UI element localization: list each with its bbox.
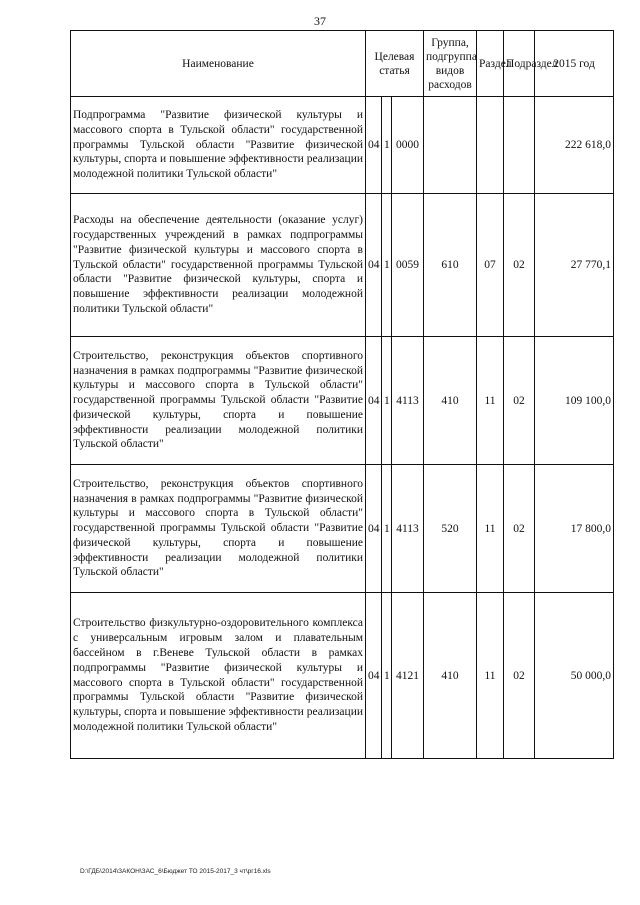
row-section: 07	[477, 194, 504, 337]
row-section	[477, 97, 504, 194]
header-expense-group: Группа, подгруппа видов расходов	[424, 31, 477, 97]
row-expense-group: 520	[424, 465, 477, 593]
row-expense-group: 410	[424, 337, 477, 465]
row-cs-program: 04	[366, 337, 382, 465]
row-subsection: 02	[504, 337, 535, 465]
row-cs-direction: 4113	[392, 465, 424, 593]
header-section: Раздел	[477, 31, 504, 97]
table-row	[71, 465, 614, 593]
row-expense-group	[424, 97, 477, 194]
table-row	[71, 97, 614, 194]
page-number: 37	[314, 14, 326, 28]
row-expense-group: 610	[424, 194, 477, 337]
row-amount: 50 000,0	[535, 593, 614, 759]
row-name: Строительство, реконструкция объектов спортивного назначения в рамках подпрограммы "Развитие физической культуры и массового спорта в Тульской области" государственной программы Тульской области "Развитие физической культуры, спорта и повышение эффективности реализации молодежной политики Тульской области"	[71, 337, 366, 465]
row-amount: 109 100,0	[535, 337, 614, 465]
footer-file-path: D:\ГДБ\2014\ЗАКОН\ЗАС_6\Бюджет ТО 2015-2017_3 чт\рг16.xls	[80, 868, 271, 875]
row-name: Подпрограмма "Развитие физической культуры и массового спорта в Тульской области" государственной программы Тульской области "Развитие физической культуры, спорта и повышение эффективности реализации молодежной политики Тульской области"	[71, 97, 366, 194]
row-cs-subprogram: 1	[382, 465, 392, 593]
row-amount: 27 770,1	[535, 194, 614, 337]
header-subsection: Подраздел	[504, 31, 535, 97]
row-name: Расходы на обеспечение деятельности (оказание услуг) государственных учреждений в рамках подпрограммы "Развитие физической культуры и массового спорта в Тульской области" государственной программы Тульской области "Развитие физической культуры, спорта и повышение эффективности реализации молодежной политики Тульской области"	[71, 194, 366, 337]
row-amount: 17 800,0	[535, 465, 614, 593]
table-row	[71, 593, 614, 759]
budget-table	[70, 30, 614, 759]
row-cs-program: 04	[366, 593, 382, 759]
row-expense-group: 410	[424, 593, 477, 759]
row-cs-direction: 0000	[392, 97, 424, 194]
row-amount: 222 618,0	[535, 97, 614, 194]
row-cs-subprogram: 1	[382, 97, 392, 194]
header-name: Наименование	[71, 31, 366, 97]
row-name: Строительство физкультурно-оздоровительного комплекса с универсальным игровым залом и плавательным бассейном в г.Веневе Тульской области в рамках подпрограммы "Развитие физической культуры и массового спорта в Тульской области" государственной программы Тульской области "Развитие физической культуры, спорта и повышение эффективности реализации молодежной политики Тульской области"	[71, 593, 366, 759]
row-cs-subprogram: 1	[382, 593, 392, 759]
row-cs-subprogram: 1	[382, 337, 392, 465]
row-cs-direction: 4113	[392, 337, 424, 465]
row-cs-program: 04	[366, 465, 382, 593]
row-cs-subprogram: 1	[382, 194, 392, 337]
header-year: 2015 год	[535, 31, 614, 97]
row-subsection: 02	[504, 593, 535, 759]
table-row	[71, 194, 614, 337]
row-cs-program: 04	[366, 194, 382, 337]
header-target-article: Целевая статья	[366, 31, 424, 97]
row-cs-program: 04	[366, 97, 382, 194]
row-name: Строительство, реконструкция объектов спортивного назначения в рамках подпрограммы "Развитие физической культуры и массового спорта в Тульской области" государственной программы Тульской области "Развитие физической культуры, спорта и повышение эффективности реализации молодежной политики Тульской области"	[71, 465, 366, 593]
table-header-row	[71, 31, 614, 97]
row-subsection: 02	[504, 194, 535, 337]
row-subsection	[504, 97, 535, 194]
row-section: 11	[477, 337, 504, 465]
table-row	[71, 337, 614, 465]
row-cs-direction: 4121	[392, 593, 424, 759]
row-section: 11	[477, 593, 504, 759]
row-cs-direction: 0059	[392, 194, 424, 337]
row-section: 11	[477, 465, 504, 593]
row-subsection: 02	[504, 465, 535, 593]
